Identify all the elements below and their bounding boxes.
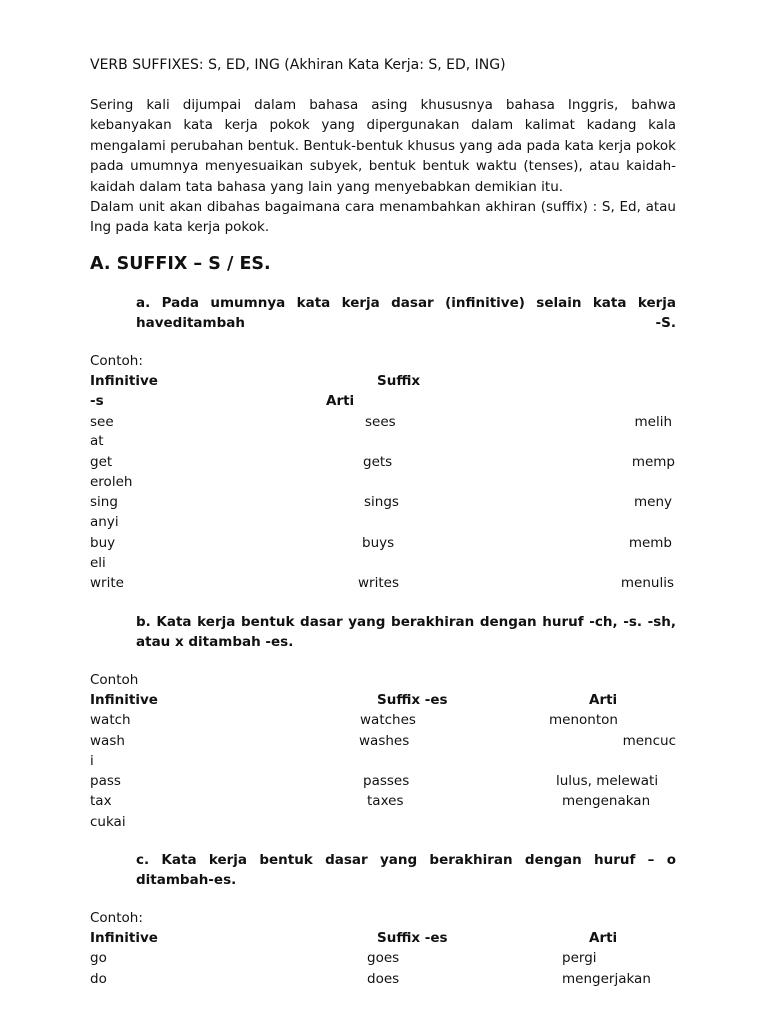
table-row-a3-inf: sing xyxy=(90,494,118,510)
contoh-label-b: Contoh xyxy=(90,672,139,688)
table-row-a2-suf: gets xyxy=(363,454,393,470)
table-row-b4-inf: tax xyxy=(90,793,112,809)
table-row-b3-arti: lulus, melewati xyxy=(556,773,659,789)
intro-text-2: Dalam unit akan dibahas bagaimana cara menambahkan akhiran (suffix) : S, Ed, atau Ing pada kata kerja pokok. xyxy=(90,199,676,236)
rule-b: b. Kata kerja bentuk dasar yang berakhiran dengan huruf -ch, -s. -sh, atau x ditambah -es. xyxy=(136,614,676,650)
table-row-b1-arti: menonton xyxy=(549,712,618,728)
table-row-a1-arti: melih xyxy=(634,414,672,430)
table-row-a4-inf: buy xyxy=(90,535,116,551)
intro-text-1: Sering kali dijumpai dalam bahasa asing khususnya bahasa Inggris, bahwa kebanyakan kata kerja pokok yang dipergunakan dalam kalimat kadang kala mengalami perubahan bentuk. Bentuk-bentuk khusus yang ada pada kata kerja pokok pada umumnya menyesuaikan subyek, bentuk bentuk waktu (tenses), atau kaidah-kaidah dalam tata bahasa yang lain yang menyebabkan demikian itu. xyxy=(90,97,676,195)
table-row-a3-suf: sings xyxy=(364,494,399,510)
table-row-a4-suf: buys xyxy=(362,535,395,551)
header-arti-b: Arti xyxy=(589,692,618,708)
document-title: VERB SUFFIXES: S, ED, ING (Akhiran Kata Kerja: S, ED, ING) xyxy=(90,57,506,73)
table-row-b2-inf: wash xyxy=(90,733,125,749)
header-suffix-b: Suffix -es xyxy=(377,692,448,708)
header-arti-c: Arti xyxy=(589,930,618,946)
table-row-b2-arti: mencuc xyxy=(622,733,676,749)
table-row-c1-suf: goes xyxy=(367,950,400,966)
table-row-a1-suf: sees xyxy=(365,414,396,430)
table-row-c1-arti: pergi xyxy=(562,950,597,966)
table-row-b4-arti-wrap: cukai xyxy=(90,814,126,830)
contoh-label-a: Contoh: xyxy=(90,353,143,369)
header-suffix-a: Suffix xyxy=(377,373,421,389)
table-row-a2-inf: get xyxy=(90,454,113,470)
contoh-label-c: Contoh: xyxy=(90,910,143,926)
table-row-c2-suf: does xyxy=(367,971,400,987)
table-row-a1-inf: see xyxy=(90,414,114,430)
table-row-c1-inf: go xyxy=(90,950,107,966)
header-infinitive-b: Infinitive xyxy=(90,692,158,708)
table-row-a5-arti: menulis xyxy=(620,575,674,591)
table-row-b1-suf: watches xyxy=(360,712,416,728)
table-row-a5-suf: writes xyxy=(358,575,399,591)
header-infinitive-a: Infinitive xyxy=(90,373,158,389)
table-row-b4-arti: mengenakan xyxy=(562,793,651,809)
table-row-a2-arti-wrap: eroleh xyxy=(90,474,133,490)
header-suffix-c: Suffix -es xyxy=(377,930,448,946)
header-suffix-s-a: -s xyxy=(90,393,104,409)
table-row-b2-arti-wrap: i xyxy=(90,753,94,769)
table-row-a1-arti-wrap: at xyxy=(90,433,104,449)
table-row-c2-arti: mengerjakan xyxy=(562,971,651,987)
table-row-c2-inf: do xyxy=(90,971,107,987)
table-row-b3-suf: passes xyxy=(363,773,410,789)
header-infinitive-c: Infinitive xyxy=(90,930,158,946)
header-arti-a: Arti xyxy=(326,393,355,409)
table-row-a5-inf: write xyxy=(90,575,124,591)
table-row-a4-arti-wrap: eli xyxy=(90,555,106,571)
table-row-b4-suf: taxes xyxy=(367,793,404,809)
table-row-b1-inf: watch xyxy=(90,712,131,728)
table-row-a3-arti: meny xyxy=(633,494,672,510)
intro-paragraph xyxy=(90,95,676,238)
table-row-b2-suf: washes xyxy=(359,733,410,749)
section-a-heading: A. SUFFIX – S / ES. xyxy=(90,254,271,274)
table-row-b3-inf: pass xyxy=(90,773,121,789)
table-row-a2-arti: memp xyxy=(631,454,675,470)
table-row-a4-arti: memb xyxy=(628,535,672,551)
rule-a: a. Pada umumnya kata kerja dasar (infinitive) selain kata kerja haveditambah -S. xyxy=(136,295,676,331)
table-row-a3-arti-wrap: anyi xyxy=(90,514,119,530)
rule-c: c. Kata kerja bentuk dasar yang berakhiran dengan huruf – o ditambah-es. xyxy=(136,852,676,888)
